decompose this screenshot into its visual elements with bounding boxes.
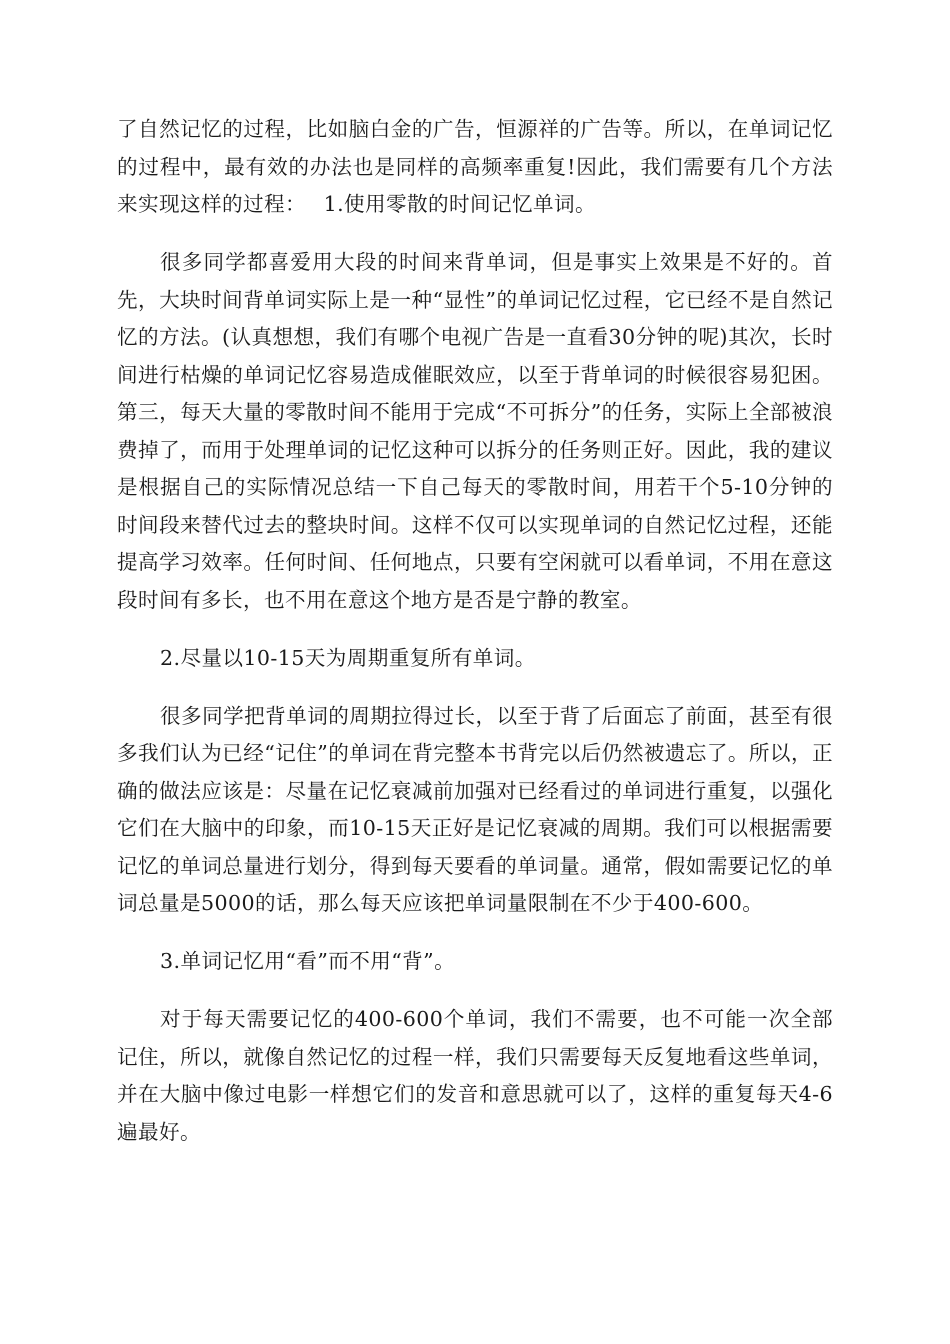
section-heading-2: 2.尽量以10-15天为周期重复所有单词。: [160, 645, 536, 670]
paragraph-4: 对于每天需要记忆的400-600个单词，我们不需要，也不可能一次全部记住，所以，就像自然记忆的过程一样，我们只需要每天反复地看这些单词，并在大脑中像过电影一样想它们的发音和意思就可以了，这样的重复每天4-6遍最好。: [117, 1007, 833, 1144]
paragraph-3: 很多同学把背单词的周期拉得过长，以至于背了后面忘了前面，甚至有很多我们认为已经“记住”的单词在背完整本书背完以后仍然被遗忘了。所以，正确的做法应该是：尽量在记忆衰减前加强对已经看过的单词进行重复，以强化它们在大脑中的印象，而10-15天正好是记忆衰减的周期。我们可以根据需要记忆的单词总量进行划分，得到每天要看的单词量。通常，假如需要记忆的单词总量是5000的话，那么每天应该把单词量限制在不少于400-600。: [117, 703, 833, 915]
section-heading-3: 3.单词记忆用“看”而不用“背”。: [160, 949, 456, 973]
document-body: [117, 111, 833, 1151]
paragraph-2: 很多同学都喜爱用大段的时间来背单词，但是事实上效果是不好的。首先，大块时间背单词实际上是一种“显性”的单词记忆过程，它已经不是自然记忆的方法。(认真想想，我们有哪个电视广告是一直看30分钟的呢)其次，长时间进行枯燥的单词记忆容易造成催眠效应，以至于背单词的时候很容易犯困。第三，每天大量的零散时间不能用于完成“不可拆分”的任务，实际上全部被浪费掉了，而用于处理单词的记忆这种可以拆分的任务则正好。因此，我的建议是根据自己的实际情况总结一下自己每天的零散时间，用若干个5-10分钟的时间段来替代过去的整块时间。这样不仅可以实现单词的自然记忆过程，还能提高学习效率。任何时间、任何地点，只要有空闲就可以看单词，不用在意这段时间有多长，也不用在意这个地方是否是宁静的教室。: [117, 250, 833, 612]
paragraph-1: 了自然记忆的过程，比如脑白金的广告，恒源祥的广告等。所以，在单词记忆的过程中，最有效的办法也是同样的高频率重复!因此，我们需要有几个方法来实现这样的过程： 1.使用零散的时间记忆单词。: [117, 117, 833, 216]
